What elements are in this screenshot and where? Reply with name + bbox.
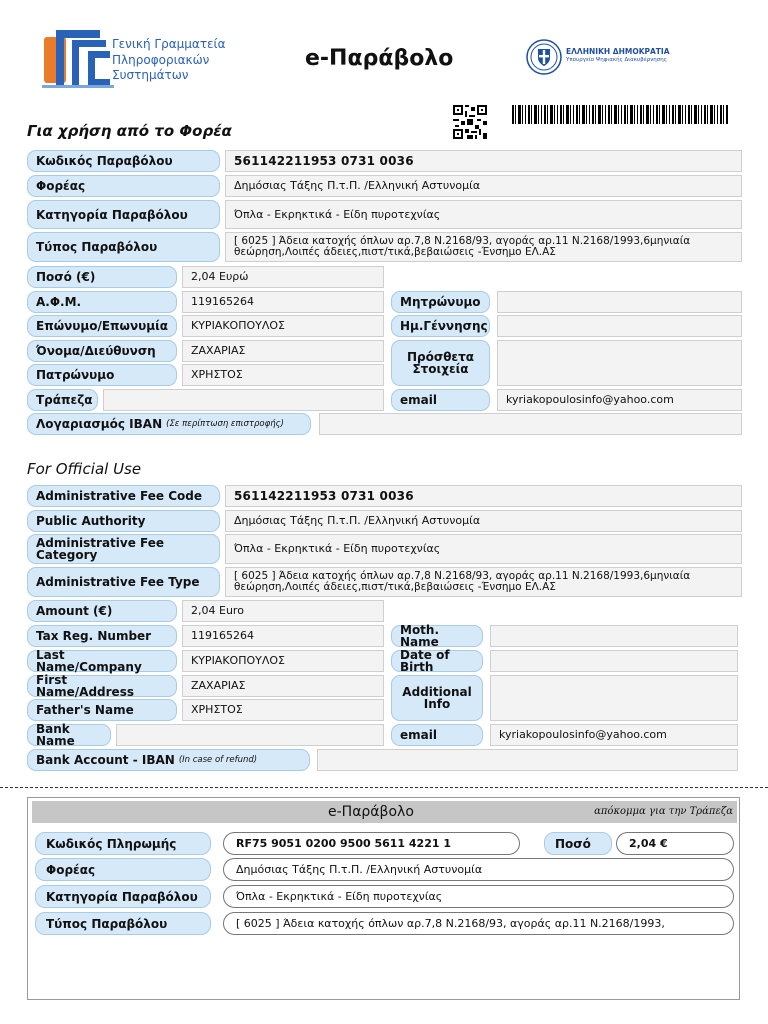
gr-mother-value <box>497 291 742 313</box>
gsis-logo-line: Πληροφοριακών <box>112 52 210 67</box>
gr-bank-value <box>103 389 384 411</box>
en-name-label: First Name/Address <box>27 675 177 697</box>
gr-amount-label: Ποσό (€) <box>27 266 177 288</box>
en-email-value: kyriakopoulosinfo@yahoo.com <box>490 724 738 746</box>
en-authority-value: Δημόσιας Τάξης Π.τ.Π. /Ελληνική Αστυνομία <box>225 510 742 532</box>
slip-subtitle: απόκομμα για την Τράπεζα <box>594 806 733 817</box>
gr-dob-value <box>497 315 742 337</box>
en-father-value: ΧΡΗΣΤΟΣ <box>182 699 384 721</box>
en-iban-label-text: Bank Account - IBAN <box>36 753 175 767</box>
en-afm-label: Tax Reg. Number <box>27 625 177 647</box>
en-category-value: Όπλα - Εκρηκτικά - Είδη πυροτεχνίας <box>225 534 742 564</box>
slip-type-label: Τύπος Παραβόλου <box>35 912 211 935</box>
gsis-logo-icon <box>42 27 114 93</box>
gr-surname-label: Επώνυμο/Επωνυμία <box>27 315 177 337</box>
gr-additional-value <box>497 340 742 386</box>
en-additional-value <box>490 675 738 721</box>
gr-code-value: 561142211953 0731 0036 <box>225 150 742 172</box>
gr-mother-label: Μητρώνυμο <box>391 291 490 313</box>
gr-iban-note: (Σε περίπτωση επιστροφής) <box>166 419 284 429</box>
slip-payment-code-label: Κωδικός Πληρωμής <box>35 832 211 855</box>
gr-code-label: Κωδικός Παραβόλου <box>27 150 220 172</box>
gr-dob-label: Ημ.Γέννησης <box>391 315 490 337</box>
en-mother-value <box>490 625 738 647</box>
gsis-logo <box>42 27 242 95</box>
gr-additional-label: Πρόσθετα Στοιχεία <box>391 340 490 386</box>
en-type-value: [ 6025 ] Άδεια κατοχής όπλων αρ.7,8 Ν.2168/93, αγοράς αρ.11 Ν.2168/1993,6μηνιαία θεώρηση,Λοιπές άδειες,πιστ/τικά,βεβαιώσεις -Ένσημο ΕΛ.ΑΣ <box>225 567 742 597</box>
en-dob-label: Date of Birth <box>391 650 483 672</box>
gr-iban-label-text: Λογαριασμός IBAN <box>36 417 163 431</box>
page-title: e-Παράβολο <box>305 46 454 71</box>
en-mother-label: Moth. Name <box>391 625 483 647</box>
bank-slip <box>27 797 740 1000</box>
gr-email-value: kyriakopoulosinfo@yahoo.com <box>497 389 742 411</box>
gr-category-label: Κατηγορία Παραβόλου <box>27 200 220 229</box>
en-code-value: 561142211953 0731 0036 <box>225 485 742 507</box>
gr-authority-value: Δημόσιας Τάξης Π.τ.Π. /Ελληνική Αστυνομία <box>225 175 742 197</box>
slip-amount-label: Ποσό <box>544 832 612 855</box>
en-afm-value: 119165264 <box>182 625 384 647</box>
gr-iban-value <box>319 413 742 435</box>
slip-title: e-Παράβολο <box>328 804 414 820</box>
gr-type-label: Τύπος Παραβόλου <box>27 232 220 262</box>
greek-section-title: Για χρήση από το Φορέα <box>27 122 232 140</box>
slip-amount-value: 2,04 € <box>616 832 734 855</box>
greek-emblem-icon <box>526 38 562 76</box>
en-surname-value: ΚΥΡΙΑΚΟΠΟΥΛΟΣ <box>182 650 384 672</box>
en-category-label: Administrative Fee Category <box>27 534 220 564</box>
en-bank-label: Bank Name <box>27 724 111 746</box>
en-dob-value <box>490 650 738 672</box>
gsis-logo-line: Συστημάτων <box>112 68 189 82</box>
en-surname-label: Last Name/Company <box>27 650 177 672</box>
gr-category-value: Όπλα - Εκρηκτικά - Είδη πυροτεχνίας <box>225 200 742 229</box>
slip-header <box>32 801 737 823</box>
slip-authority-value: Δημόσιας Τάξης Π.τ.Π. /Ελληνική Αστυνομία <box>223 858 734 881</box>
en-name-value: ΖΑΧΑΡΙΑΣ <box>182 675 384 697</box>
gr-father-label: Πατρώνυμο <box>27 364 177 386</box>
gr-email-label: email <box>391 389 490 411</box>
gr-afm-value: 119165264 <box>182 291 384 313</box>
slip-type-value: [ 6025 ] Άδεια κατοχής όπλων αρ.7,8 Ν.2168/93, αγοράς αρ.11 Ν.2168/1993, <box>223 912 734 935</box>
gr-type-value: [ 6025 ] Άδεια κατοχής όπλων αρ.7,8 Ν.2168/93, αγοράς αρ.11 Ν.2168/1993,6μηνιαία θεώρηση,Λοιπές άδειες,πιστ/τικά,βεβαιώσεις -Ένσημο ΕΛ.ΑΣ <box>225 232 742 262</box>
en-amount-value: 2,04 Euro <box>182 600 384 622</box>
gr-afm-label: Α.Φ.Μ. <box>27 291 177 313</box>
en-iban-label <box>27 749 310 771</box>
en-authority-label: Public Authority <box>27 510 220 532</box>
slip-category-label: Κατηγορία Παραβόλου <box>35 885 211 908</box>
en-father-label: Father's Name <box>27 699 177 721</box>
en-amount-label: Amount (€) <box>27 600 177 622</box>
gr-bank-label: Τράπεζα <box>27 389 98 411</box>
gov-logo <box>526 38 676 78</box>
en-code-label: Administrative Fee Code <box>27 485 220 507</box>
slip-category-value: Όπλα - Εκρηκτικά - Είδη πυροτεχνίας <box>223 885 734 908</box>
gov-name: ΕΛΛΗΝΙΚΗ ΔΗΜΟΚΡΑΤΙΑ <box>566 47 670 56</box>
gr-surname-value: ΚΥΡΙΑΚΟΠΟΥΛΟΣ <box>182 315 384 337</box>
en-iban-value <box>317 749 738 771</box>
en-type-label: Administrative Fee Type <box>27 567 220 597</box>
qr-code-icon <box>453 105 487 139</box>
cut-line <box>0 787 768 788</box>
gov-ministry: Υπουργείο Ψηφιακής Διακυβέρνησης <box>566 57 667 63</box>
gr-father-value: ΧΡΗΣΤΟΣ <box>182 364 384 386</box>
en-email-label: email <box>391 724 483 746</box>
en-iban-note: (In case of refund) <box>178 755 258 765</box>
gr-iban-label <box>27 413 311 435</box>
barcode-icon <box>512 105 728 124</box>
en-bank-value <box>116 724 384 746</box>
gr-amount-value: 2,04 Ευρώ <box>182 266 384 288</box>
gr-name-label: Όνομα/Διεύθυνση <box>27 340 177 362</box>
slip-payment-code-value: RF75 9051 0200 9500 5611 4221 1 <box>223 832 520 855</box>
english-section-title: For Official Use <box>27 460 142 478</box>
gr-name-value: ΖΑΧΑΡΙΑΣ <box>182 340 384 362</box>
slip-authority-label: Φορέας <box>35 858 211 881</box>
gr-authority-label: Φορέας <box>27 175 220 197</box>
gsis-logo-line: Γενική Γραμματεία <box>112 37 226 51</box>
en-additional-label: Additional Info <box>391 675 483 721</box>
